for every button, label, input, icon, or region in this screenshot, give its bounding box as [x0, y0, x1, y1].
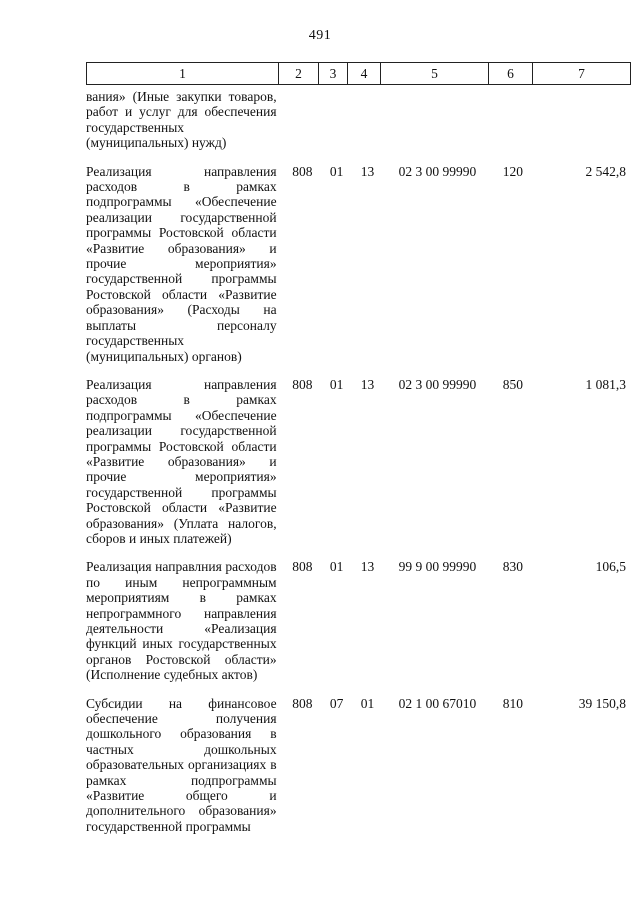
- page-number: 491: [308, 28, 332, 43]
- table-row: [86, 696, 630, 835]
- row-code-2: 808: [292, 695, 313, 711]
- row-code-4: 13: [360, 376, 375, 392]
- row-description: Субсидии на финансовое обеспечение получения дошкольного образования в частных дошкольных образовательных организациях в рамках подпрограммы «Развитие общего и дополнительного образования» государственной программы: [86, 695, 277, 834]
- row-description: Реализация направления расходов в рамках подпрограммы «Обеспечение реализации государственной программы Ростовской области «Развитие образования» и прочие мероприятия» государственной программы Ростовской области «Развитие образования» (Расходы на выплаты персоналу государственных (муниципальных) органов): [86, 163, 277, 364]
- column-header-5: 5: [381, 63, 489, 85]
- row-code-6: 830: [502, 559, 523, 575]
- column-header-6: 6: [489, 63, 533, 85]
- table-row: [86, 377, 630, 546]
- column-header-7: 7: [533, 63, 631, 85]
- row-description: вания» (Иные закупки товаров, работ и услуг для обеспечения государственных (муниципальных) нужд): [86, 89, 277, 151]
- row-description: Реализация направления расходов в рамках подпрограммы «Обеспечение реализации государственной программы Ростовской области «Развитие образования» и прочие мероприятия» государственной программы Ростовской области «Развитие образования» (Уплата налогов, сборов и иных платежей): [86, 376, 277, 546]
- column-header-row: [87, 63, 631, 85]
- row-code-4: 01: [360, 695, 375, 711]
- column-header-4: 4: [348, 63, 381, 85]
- row-amount: 39 150,8: [578, 695, 626, 711]
- row-code-3: 01: [329, 163, 344, 179]
- column-header-3: 3: [319, 63, 348, 85]
- row-amount: 1 081,3: [585, 376, 626, 392]
- column-header-table: [86, 62, 631, 85]
- row-code-5: 02 3 00 99990: [398, 376, 477, 392]
- row-code-3: 07: [329, 695, 344, 711]
- table-row: [86, 559, 630, 682]
- row-code-6: 850: [502, 376, 523, 392]
- row-amount: 2 542,8: [585, 163, 626, 179]
- table-body: [86, 89, 630, 834]
- row-code-2: 808: [292, 163, 313, 179]
- table-row: [86, 89, 630, 151]
- row-description: Реализация направлния расходов по иным непрограммным мероприятиям в рамках непрограммного направления деятельности «Реализация функций иных государственных органов Ростовской области» (Исполнение судебных актов): [86, 559, 277, 683]
- row-code-4: 13: [360, 559, 375, 575]
- column-header-1: 1: [87, 63, 279, 85]
- row-code-4: 13: [360, 163, 375, 179]
- column-header-2: 2: [279, 63, 319, 85]
- row-amount: 106,5: [595, 559, 626, 575]
- row-code-3: 01: [329, 376, 344, 392]
- row-code-6: 810: [502, 695, 523, 711]
- row-code-2: 808: [292, 376, 313, 392]
- row-code-5: 99 9 00 99990: [398, 559, 477, 575]
- row-code-2: 808: [292, 559, 313, 575]
- row-code-3: 01: [329, 559, 344, 575]
- table-row: [86, 164, 630, 364]
- row-code-5: 02 3 00 99990: [398, 163, 477, 179]
- row-code-5: 02 1 00 67010: [398, 695, 477, 711]
- row-code-6: 120: [502, 163, 523, 179]
